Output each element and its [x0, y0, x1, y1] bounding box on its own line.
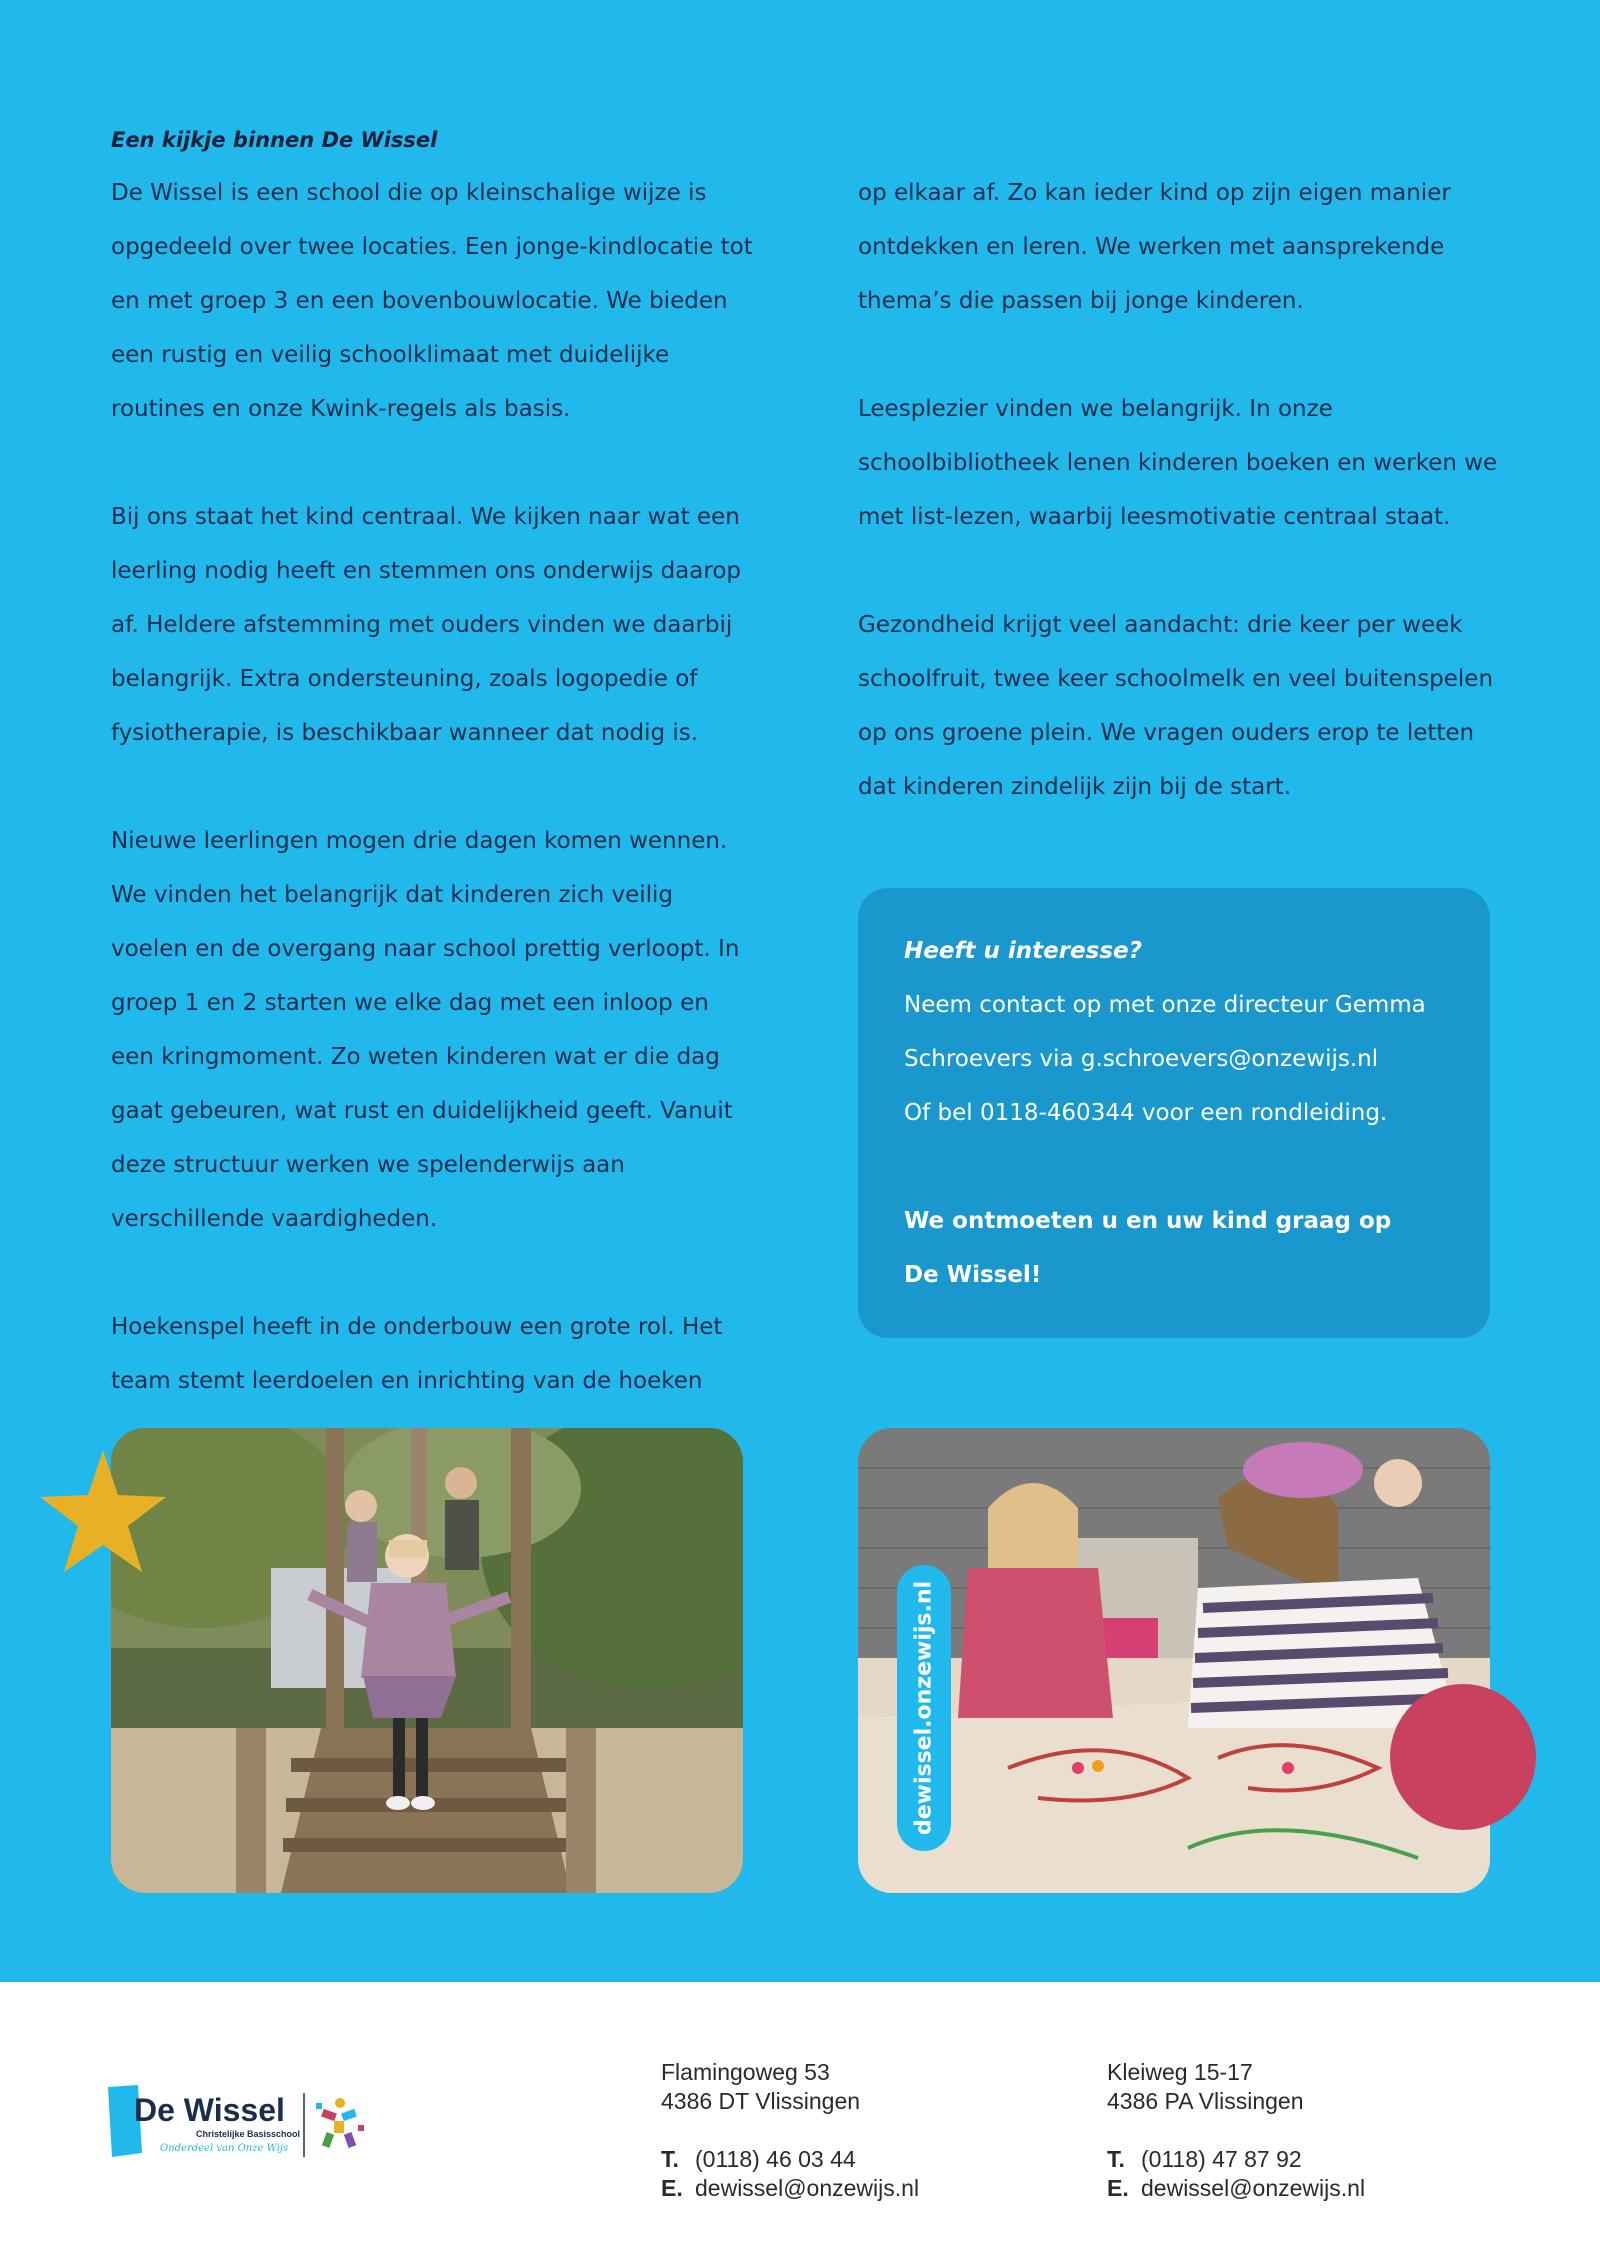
paragraph: De Wissel is een school die op kleinschalige wijze is opgedeeld over twee locaties. Een jonge-kindlocatie tot en met groep 3 en een bovenbouwlocatie. We bieden een rustig en veilig schoolklimaat met duidelijke routines en onze Kwink-regels als basis.: [111, 180, 753, 422]
contact-line: Neem contact op met onze directeur Gemma: [904, 992, 1426, 1018]
address-location-1: [661, 2058, 919, 2203]
phone-label: T.: [1107, 2146, 1125, 2172]
article-column-right: [858, 166, 1503, 814]
phone-number[interactable]: (0118) 46 03 44: [695, 2146, 856, 2172]
de-wissel-logo: [108, 2085, 378, 2165]
logo-subtitle: Christelijke Basisschool: [196, 2129, 301, 2139]
phone-label: T.: [661, 2146, 679, 2172]
phone-number[interactable]: (0118) 47 87 92: [1141, 2146, 1302, 2172]
street: Flamingoweg 53: [661, 2059, 830, 2085]
email-label: E.: [661, 2175, 683, 2201]
classroom-image: [858, 1428, 1490, 1893]
paragraph: op elkaar af. Zo kan ieder kind op zijn eigen manier ontdekken en leren. We werken met aansprekende thema’s die passen bij jonge kinderen.: [858, 180, 1451, 314]
paragraph: Leesplezier vinden we belangrijk. In onze schoolbibliotheek lenen kinderen boeken en werken we met list-lezen, waarbij leesmotivatie centraal staat.: [858, 396, 1498, 530]
photo-classroom: [858, 1428, 1490, 1893]
logo-tagline: Onderdeel van Onze Wijs: [160, 2143, 289, 2154]
paragraph: Gezondheid krijgt veel aandacht: drie keer per week schoolfruit, twee keer schoolmelk en veel buitenspelen op ons groene plein. We vragen ouders erop te letten dat kinderen zindelijk zijn bij de start.: [858, 612, 1494, 800]
email-link[interactable]: dewissel@onzewijs.nl: [695, 2175, 920, 2201]
decorative-circle: [1390, 1684, 1536, 1830]
article-heading: Een kijkje binnen De Wissel: [111, 128, 438, 152]
contact-email-line[interactable]: Schroevers via g.schroevers@onzewijs.nl: [904, 1046, 1379, 1072]
street: Kleiweg 15-17: [1107, 2059, 1253, 2085]
city: 4386 DT Vlissingen: [661, 2088, 861, 2114]
star-icon: [38, 1450, 168, 1575]
article-column-left: [111, 166, 756, 1408]
paragraph: Nieuwe leerlingen mogen drie dagen komen wennen. We vinden het belangrijk dat kinderen zich veilig voelen en de overgang naar school prettig verloopt. In groep 1 en 2 starten we elke dag met een inloop en een kringmoment. Zo weten kinderen wat er die dag gaat gebeuren, wat rust en duidelijkheid geeft. Vanuit deze structuur werken we spelenderwijs aan verschillende vaardigheden.: [111, 828, 740, 1232]
email-link[interactable]: dewissel@onzewijs.nl: [1141, 2175, 1366, 2201]
contact-closing: We ontmoeten u en uw kind graag op: [904, 1208, 1392, 1234]
contact-box: [858, 888, 1490, 1338]
photo-playground-bridge: [111, 1428, 743, 1893]
paragraph: Bij ons staat het kind centraal. We kijken naar wat een leerling nodig heeft en stemmen ons onderwijs daarop af. Heldere afstemming met ouders vinden we daarbij belangrijk. Extra ondersteuning, zoals logopedie of fysiotherapie, is beschikbaar wanneer dat nodig is.: [111, 504, 741, 746]
playground-image: [111, 1428, 743, 1893]
logo-name: De Wissel: [134, 2092, 285, 2128]
city: 4386 PA Vlissingen: [1107, 2088, 1304, 2114]
email-label: E.: [1107, 2175, 1129, 2201]
url-badge-text[interactable]: dewissel.onzewijs.nl: [911, 1580, 937, 1836]
contact-closing: De Wissel!: [904, 1262, 1042, 1288]
address-location-2: [1107, 2058, 1365, 2203]
paragraph: Hoekenspel heeft in de onderbouw een grote rol. Het team stemt leerdoelen en inrichting van de hoeken: [111, 1314, 723, 1394]
contact-phone-line[interactable]: Of bel 0118-460344 voor een rondleiding.: [904, 1100, 1388, 1126]
contact-title: Heeft u interesse?: [904, 938, 1142, 964]
